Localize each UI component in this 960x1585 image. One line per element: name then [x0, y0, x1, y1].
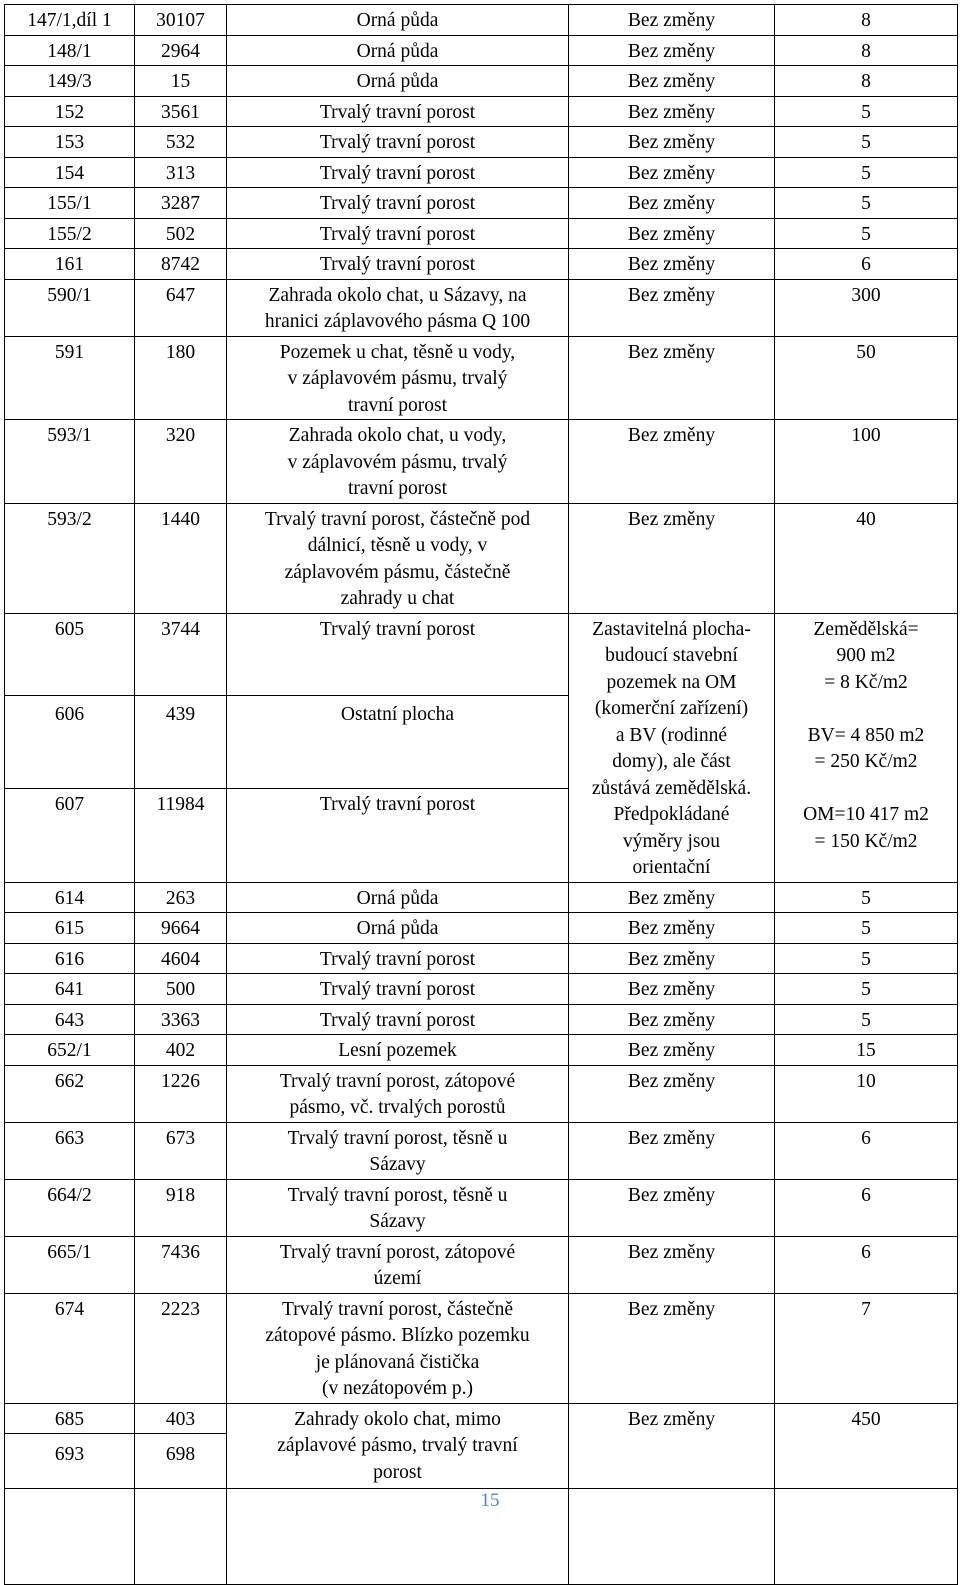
parcel-number: 590/1 — [5, 279, 135, 336]
price-per-m2: 8 — [775, 66, 958, 97]
price-per-m2: 5 — [775, 882, 958, 913]
parcel-number: 616 — [5, 943, 135, 974]
table-row — [5, 218, 958, 249]
price-per-m2: 5 — [775, 218, 958, 249]
change-status: Bez změny — [569, 1035, 775, 1066]
table-row — [5, 35, 958, 66]
price-per-m2: 8 — [775, 5, 958, 36]
change-status: Bez změny — [569, 218, 775, 249]
table-row — [5, 249, 958, 280]
change-status: Bez změny — [569, 913, 775, 944]
parcel-number: 148/1 — [5, 35, 135, 66]
table-row — [5, 913, 958, 944]
land-type: Lesní pozemek — [227, 1035, 569, 1066]
change-status: Bez změny — [569, 279, 775, 336]
parcel-number: 641 — [5, 974, 135, 1005]
change-status: Bez změny — [569, 420, 775, 504]
land-type: Trvalý travní porost, těsně u Sázavy — [227, 1179, 569, 1236]
parcel-area: 403 — [135, 1403, 227, 1434]
parcel-number: 614 — [5, 882, 135, 913]
change-status: Bez změny — [569, 1236, 775, 1293]
land-type: Zahrada okolo chat, u vody, v záplavovém pásmu, trvalý travní porost — [227, 420, 569, 504]
parcel-area: 15 — [135, 66, 227, 97]
parcel-number: 605 — [5, 613, 135, 696]
table-row — [5, 613, 958, 696]
change-status: Bez změny — [569, 1179, 775, 1236]
change-status: Bez změny — [569, 503, 775, 613]
land-type: Ostatní plocha — [227, 696, 569, 789]
table-row — [5, 188, 958, 219]
parcel-table-body — [5, 5, 958, 1585]
parcel-number: 662 — [5, 1065, 135, 1122]
parcel-area: 698 — [135, 1434, 227, 1489]
change-status: Bez změny — [569, 188, 775, 219]
change-status: Bez změny — [569, 1065, 775, 1122]
land-type: Trvalý travní porost — [227, 188, 569, 219]
land-type: Trvalý travní porost — [227, 613, 569, 696]
change-status: Bez změny — [569, 66, 775, 97]
price-per-m2: 5 — [775, 127, 958, 158]
parcel-area: 263 — [135, 882, 227, 913]
table-row — [5, 157, 958, 188]
parcel-number: 607 — [5, 789, 135, 882]
parcel-area: 502 — [135, 218, 227, 249]
parcel-area: 7436 — [135, 1236, 227, 1293]
parcel-area: 1226 — [135, 1065, 227, 1122]
parcel-number: 652/1 — [5, 1035, 135, 1066]
price-per-m2: 7 — [775, 1293, 958, 1403]
price-per-m2: 5 — [775, 157, 958, 188]
parcel-area: 673 — [135, 1122, 227, 1179]
table-row — [5, 1293, 958, 1403]
parcel-number: 664/2 — [5, 1179, 135, 1236]
land-type: Trvalý travní porost — [227, 249, 569, 280]
price-per-m2: 8 — [775, 35, 958, 66]
land-type: Trvalý travní porost — [227, 943, 569, 974]
parcel-area: 439 — [135, 696, 227, 789]
parcel-number: 593/2 — [5, 503, 135, 613]
parcel-number: 674 — [5, 1293, 135, 1403]
parcel-area: 320 — [135, 420, 227, 504]
land-type: Orná půda — [227, 913, 569, 944]
parcel-area: 8742 — [135, 249, 227, 280]
change-status: Bez změny — [569, 1122, 775, 1179]
change-status: Bez změny — [569, 1004, 775, 1035]
table-row — [5, 943, 958, 974]
price-per-m2: 40 — [775, 503, 958, 613]
land-type: Zahrada okolo chat, u Sázavy, na hranici záplavového pásma Q 100 — [227, 279, 569, 336]
table-row — [5, 1004, 958, 1035]
change-status: Bez změny — [569, 943, 775, 974]
price-per-m2: 6 — [775, 249, 958, 280]
land-type: Trvalý travní porost — [227, 96, 569, 127]
land-type: Trvalý travní porost, částečně pod dálnicí, těsně u vody, v záplavovém pásmu, částečně zahrady u chat — [227, 503, 569, 613]
change-status: Bez změny — [569, 96, 775, 127]
price-per-m2: 5 — [775, 1004, 958, 1035]
change-status: Bez změny — [569, 35, 775, 66]
price-per-m2: 10 — [775, 1065, 958, 1122]
parcel-number: 685 — [5, 1403, 135, 1434]
parcel-area: 180 — [135, 336, 227, 420]
change-status: Bez změny — [569, 127, 775, 158]
parcel-area: 3287 — [135, 188, 227, 219]
table-row — [5, 5, 958, 36]
table-row — [5, 1403, 958, 1434]
parcel-area: 3744 — [135, 613, 227, 696]
land-type: Trvalý travní porost — [227, 127, 569, 158]
parcel-area: 9664 — [135, 913, 227, 944]
land-type: Trvalý travní porost — [227, 157, 569, 188]
table-row — [5, 336, 958, 420]
land-type: Trvalý travní porost — [227, 218, 569, 249]
table-row — [5, 1122, 958, 1179]
land-type: Orná půda — [227, 66, 569, 97]
parcel-area: 647 — [135, 279, 227, 336]
table-row — [5, 1035, 958, 1066]
table-row — [5, 420, 958, 504]
land-type: Trvalý travní porost, zátopové území — [227, 1236, 569, 1293]
parcel-area: 3561 — [135, 96, 227, 127]
price-per-m2: 5 — [775, 974, 958, 1005]
land-type: Pozemek u chat, těsně u vody, v záplavovém pásmu, trvalý travní porost — [227, 336, 569, 420]
parcel-area: 918 — [135, 1179, 227, 1236]
parcel-number: 665/1 — [5, 1236, 135, 1293]
change-status: Bez změny — [569, 249, 775, 280]
parcel-number: 606 — [5, 696, 135, 789]
parcel-number: 153 — [5, 127, 135, 158]
table-row — [5, 96, 958, 127]
land-type: Trvalý travní porost — [227, 1004, 569, 1035]
parcel-number: 593/1 — [5, 420, 135, 504]
change-status: Bez změny — [569, 5, 775, 36]
table-row — [5, 1236, 958, 1293]
price-per-m2: 5 — [775, 943, 958, 974]
parcel-area: 30107 — [135, 5, 227, 36]
table-row — [5, 1179, 958, 1236]
price-per-m2: 100 — [775, 420, 958, 504]
price-per-m2: 5 — [775, 913, 958, 944]
parcel-number: 152 — [5, 96, 135, 127]
parcel-area: 402 — [135, 1035, 227, 1066]
change-status: Bez změny — [569, 157, 775, 188]
parcel-area: 500 — [135, 974, 227, 1005]
parcel-area: 2964 — [135, 35, 227, 66]
table-row — [5, 66, 958, 97]
parcel-number: 149/3 — [5, 66, 135, 97]
price-per-m2: 300 — [775, 279, 958, 336]
change-status: Bez změny — [569, 882, 775, 913]
table-row — [5, 1065, 958, 1122]
change-status: Bez změny — [569, 336, 775, 420]
parcel-area: 1440 — [135, 503, 227, 613]
price-per-m2: 6 — [775, 1122, 958, 1179]
change-status: Bez změny — [569, 1293, 775, 1403]
parcel-area: 532 — [135, 127, 227, 158]
land-type: Trvalý travní porost, zátopové pásmo, vč. trvalých porostů — [227, 1065, 569, 1122]
parcel-number: 615 — [5, 913, 135, 944]
parcel-number: 154 — [5, 157, 135, 188]
price-per-m2: 450 — [775, 1403, 958, 1489]
parcel-number: 643 — [5, 1004, 135, 1035]
land-type: Trvalý travní porost, těsně u Sázavy — [227, 1122, 569, 1179]
land-type: Trvalý travní porost, částečně zátopové pásmo. Blízko pozemku je plánovaná čistička (v nezátopovém p.) — [227, 1293, 569, 1403]
price-per-m2: 5 — [775, 188, 958, 219]
parcel-area: 3363 — [135, 1004, 227, 1035]
page-number: 15 — [480, 1490, 500, 1511]
table-row — [5, 279, 958, 336]
land-type: Orná půda — [227, 35, 569, 66]
price-per-m2-merged: Zemědělská= 900 m2 = 8 Kč/m2 BV= 4 850 m2 = 250 Kč/m2 OM=10 417 m2 = 150 Kč/m2 — [775, 613, 958, 882]
land-type: Trvalý travní porost — [227, 974, 569, 1005]
parcel-number: 693 — [5, 1434, 135, 1489]
parcel-area: 313 — [135, 157, 227, 188]
parcel-area: 2223 — [135, 1293, 227, 1403]
price-per-m2: 50 — [775, 336, 958, 420]
table-row — [5, 974, 958, 1005]
land-type: Orná půda — [227, 5, 569, 36]
table-row — [5, 882, 958, 913]
change-status: Bez změny — [569, 974, 775, 1005]
parcel-table — [4, 4, 958, 1585]
table-row — [5, 503, 958, 613]
parcel-number: 591 — [5, 336, 135, 420]
price-per-m2: 6 — [775, 1236, 958, 1293]
table-row — [5, 127, 958, 158]
parcel-area: 11984 — [135, 789, 227, 882]
change-status-merged: Zastavitelná plocha- budoucí stavební pozemek na OM (komerční zařízení) a BV (rodinné domy), ale část zůstává zemědělská. Předpokládané výměry jsou orientační — [569, 613, 775, 882]
parcel-area: 4604 — [135, 943, 227, 974]
parcel-number: 147/1,díl 1 — [5, 5, 135, 36]
parcel-number: 663 — [5, 1122, 135, 1179]
land-type: Orná půda — [227, 882, 569, 913]
parcel-number: 155/1 — [5, 188, 135, 219]
price-per-m2: 15 — [775, 1035, 958, 1066]
land-type: Trvalý travní porost — [227, 789, 569, 882]
parcel-number: 155/2 — [5, 218, 135, 249]
price-per-m2: 5 — [775, 96, 958, 127]
land-type: Zahrady okolo chat, mimo záplavové pásmo, trvalý travní porost — [227, 1403, 569, 1489]
parcel-number: 161 — [5, 249, 135, 280]
price-per-m2: 6 — [775, 1179, 958, 1236]
change-status: Bez změny — [569, 1403, 775, 1489]
